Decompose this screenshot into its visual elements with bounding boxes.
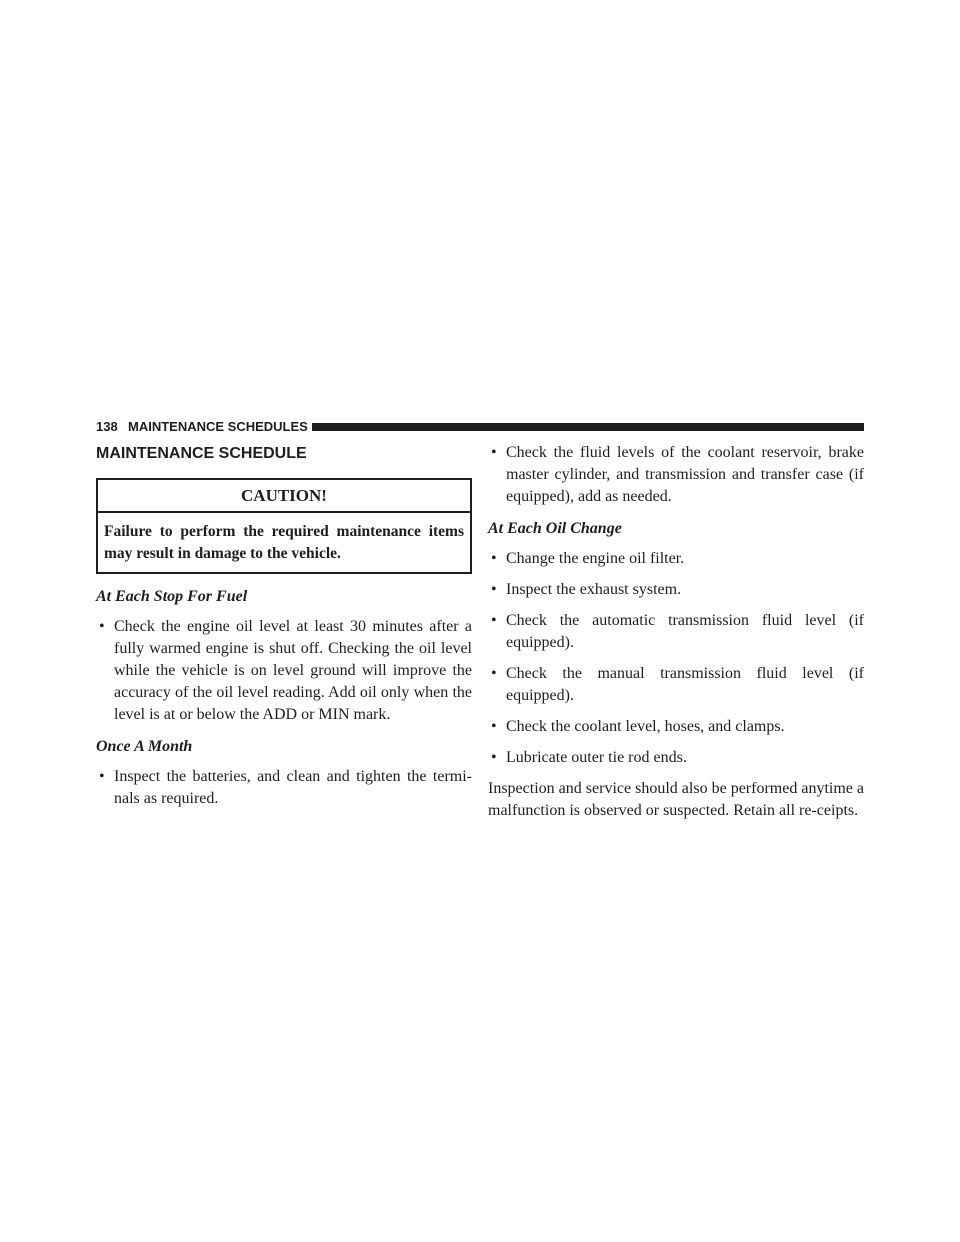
bullet-icon: • [491, 718, 497, 735]
caution-heading: CAUTION! [98, 480, 470, 513]
bullet-icon: • [491, 612, 497, 629]
list-item-text: Check the coolant level, hoses, and clamps. [506, 718, 785, 735]
list-item-text: Lubricate outer tie rod ends. [506, 749, 687, 766]
page-title: MAINTENANCE SCHEDULE [96, 445, 307, 462]
bullet-icon: • [99, 618, 105, 635]
page-header [96, 418, 864, 436]
list-item [488, 610, 864, 654]
list-item-text: Check the automatic transmission fluid level (if equipped). [506, 612, 864, 651]
list-item [96, 616, 472, 726]
bullet-icon: • [491, 550, 497, 567]
running-section-title: MAINTENANCE SCHEDULES [128, 419, 308, 434]
bullet-icon: • [491, 749, 497, 766]
closing-paragraph: Inspection and service should also be performed anytime a malfunction is observed or suspected. Retain all re-ceipts. [488, 780, 864, 819]
list-item [488, 663, 864, 707]
fuel-stop-heading: At Each Stop For Fuel [96, 588, 248, 605]
list-item-text: Inspect the batteries, and clean and tighten the termi-nals as required. [114, 768, 472, 807]
list-item-text: Inspect the exhaust system. [506, 581, 682, 598]
list-item-text: Check the engine oil level at least 30 minutes after a fully warmed engine is shut off. Checking the oil level while the vehicle is on level ground will improve the accuracy of the oil level reading. Add oil only when the level is at or below the ADD or MIN mark. [114, 618, 472, 723]
bullet-icon: • [99, 768, 105, 785]
right-column [488, 438, 864, 822]
bullet-icon: • [491, 665, 497, 682]
list-item [488, 548, 864, 570]
list-item-text: Check the fluid levels of the coolant reservoir, brake master cylinder, and transmission and transfer case (if equipped), add as needed. [506, 444, 864, 505]
left-column [96, 438, 472, 819]
list-item [488, 579, 864, 601]
bullet-icon: • [491, 444, 497, 461]
list-item [488, 716, 864, 738]
list-item [488, 442, 864, 508]
page-number: 138 [96, 419, 118, 434]
header-rule [312, 423, 864, 431]
list-item-text: Check the manual transmission fluid level (if equipped). [506, 665, 864, 704]
list-item-text: Change the engine oil filter. [506, 550, 685, 567]
oil-change-heading: At Each Oil Change [488, 520, 622, 537]
monthly-heading: Once A Month [96, 738, 193, 755]
list-item [96, 766, 472, 810]
bullet-icon: • [491, 581, 497, 598]
caution-text: Failure to perform the required maintenance items may result in damage to the vehicle. [104, 523, 464, 562]
caution-box [96, 478, 472, 574]
list-item [488, 747, 864, 769]
